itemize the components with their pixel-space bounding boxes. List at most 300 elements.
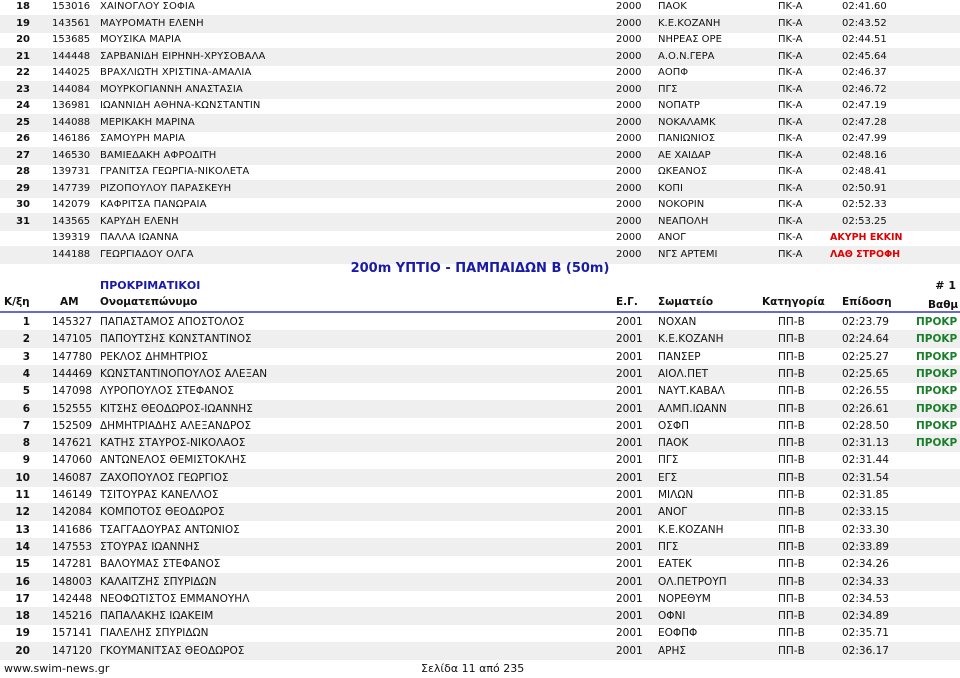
category-cell: ΠΚ-Α (778, 17, 803, 29)
am-cell: 143565 (52, 215, 91, 227)
rank-cell: 19 (16, 17, 30, 29)
table-row (0, 196, 960, 214)
club-cell: ΑΝΟΓ (658, 232, 686, 243)
time-cell: 02:53.25 (842, 215, 887, 227)
qualified-badge: ΠΡΟΚΡ (916, 350, 958, 363)
club-cell: ΝΗΡΕΑΣ ΟΡΕ (658, 34, 722, 45)
time-cell: 02:46.72 (842, 83, 887, 95)
category-cell: ΠΠ-Β (778, 592, 805, 605)
am-cell: 153685 (52, 34, 91, 45)
year-cell: 2001 (616, 489, 643, 501)
table-row (0, 624, 960, 642)
category-cell: ΠΠ-Β (778, 489, 805, 501)
year-cell: 2001 (616, 454, 643, 467)
am-cell: 152509 (52, 419, 93, 432)
time-cell: 02:44.51 (842, 34, 887, 45)
club-cell: ΜΙΛΩΝ (658, 489, 694, 501)
table-row (0, 382, 960, 400)
club-cell: ΕΑΤΕΚ (658, 558, 692, 571)
category-cell: ΠΚ-Α (778, 1, 803, 12)
name-cell: ΓΕΩΡΓΙΑΔΟΥ ΟΛΓΑ (100, 248, 194, 260)
name-cell: ΒΑΛΟΥΜΑΣ ΣΤΕΦΑΝΟΣ (100, 558, 221, 571)
am-cell: 157141 (52, 627, 93, 640)
category-cell: ΠΠ-Β (778, 627, 805, 640)
club-cell: ΠΑΝΙΩΝΙΟΣ (658, 133, 716, 144)
year-cell: 2000 (616, 215, 642, 227)
time-cell: 02:28.50 (842, 419, 889, 432)
rank-cell: 6 (22, 402, 30, 415)
table-row (0, 573, 960, 591)
category-cell: ΠΚ-Α (778, 50, 803, 62)
page-footer (0, 662, 960, 678)
club-cell: ΑΡΗΣ (658, 644, 687, 657)
club-cell: ΠΓΣ (658, 83, 678, 95)
name-cell: ΑΝΤΩΝΕΛΟΣ ΘΕΜΙΣΤΟΚΛΗΣ (100, 454, 247, 467)
footer-page-number: Σελίδα 11 από 235 (421, 662, 525, 675)
time-cell: 02:36.17 (842, 644, 889, 657)
club-cell: Κ.Ε.ΚΟΖΑΝΗ (658, 523, 724, 536)
name-cell: ΒΡΑΧΛΙΩΤΗ ΧΡΙΣΤΙΝΑ-ΑΜΑΛΙΑ (100, 67, 252, 78)
qualified-badge: ΠΡΟΚΡ (916, 419, 958, 432)
year-cell: 2000 (616, 17, 642, 29)
header-grade: Βαθμ (928, 299, 959, 311)
year-cell: 2001 (616, 419, 643, 432)
time-cell: 02:31.44 (842, 454, 889, 467)
club-cell: ΟΦΝΙ (658, 610, 686, 623)
table-row (0, 163, 960, 181)
year-cell: 2001 (616, 506, 643, 519)
rank-cell: 23 (16, 83, 30, 95)
name-cell: ΠΑΠΟΥΤΣΗΣ ΚΩΝΣΤΑΝΤΙΝΟΣ (100, 333, 252, 346)
category-cell: ΠΚ-Α (778, 100, 803, 111)
year-cell: 2000 (616, 149, 642, 161)
rank-cell: 31 (16, 215, 30, 227)
am-cell: 147281 (52, 558, 93, 571)
am-cell: 142448 (52, 592, 93, 605)
club-cell: ΑΛΜΠ.ΙΩΑΝΝ (658, 402, 727, 415)
rank-cell: 12 (15, 506, 30, 519)
am-cell: 147098 (52, 385, 93, 398)
club-cell: ΩΚΕΑΝΟΣ (658, 166, 708, 177)
name-cell: ΚΑΦΡΙΤΣΑ ΠΑΝΩΡΑΙΑ (100, 199, 207, 210)
rank-cell: 5 (22, 385, 30, 398)
table-row (0, 486, 960, 504)
time-cell: 02:47.99 (842, 133, 887, 144)
year-cell: 2001 (616, 471, 643, 484)
time-cell: 02:34.53 (842, 592, 889, 605)
year-cell: 2000 (616, 248, 642, 260)
year-cell: 2001 (616, 627, 643, 640)
name-cell: ΜΟΥΡΚΟΓΙΑΝΝΗ ΑΝΑΣΤΑΣΙΑ (100, 83, 243, 95)
year-cell: 2000 (616, 199, 642, 210)
category-cell: ΠΚ-Α (778, 182, 803, 194)
club-cell: Α.Ο.Ν.ΓΕΡΑ (658, 50, 715, 62)
category-cell: ΠΚ-Α (778, 248, 803, 260)
footer-site-link[interactable]: www.swim-news.gr (4, 662, 110, 675)
table-row (0, 81, 960, 99)
am-cell: 144469 (52, 367, 93, 380)
name-cell: ΜΑΥΡΟΜΑΤΗ ΕΛΕΝΗ (100, 17, 204, 29)
table-row (0, 114, 960, 132)
table-row (0, 313, 960, 331)
am-cell: 144088 (52, 116, 91, 128)
am-cell: 141686 (52, 523, 93, 536)
year-cell: 2000 (616, 34, 642, 45)
table-row (0, 229, 960, 247)
rank-cell: 17 (15, 592, 30, 605)
round-label: ΠΡΟΚΡΙΜΑΤΙΚΟΙ (100, 279, 201, 292)
category-cell: ΠΠ-Β (778, 333, 805, 346)
table-row (0, 590, 960, 608)
table-row (0, 48, 960, 66)
time-cell: 02:34.33 (842, 575, 889, 588)
name-cell: ΙΩΑΝΝΙΔΗ ΑΘΗΝΑ-ΚΩΝΣΤΑΝΤΙΝ (100, 100, 261, 111)
category-cell: ΠΚ-Α (778, 116, 803, 128)
table-row (0, 521, 960, 539)
time-cell: 02:23.79 (842, 316, 889, 328)
am-cell: 139319 (52, 232, 91, 243)
rank-cell: 11 (15, 489, 30, 501)
year-cell: 2000 (616, 1, 642, 12)
year-cell: 2001 (616, 402, 643, 415)
am-cell: 148003 (52, 575, 93, 588)
club-cell: ΠΓΣ (658, 454, 679, 467)
club-cell: ΝΟΡΕΘΥΜ (658, 592, 711, 605)
time-cell: 02:25.27 (842, 350, 889, 363)
qualified-badge: ΠΡΟΚΡ (916, 385, 958, 398)
club-cell: Κ.Ε.ΚΟΖΑΝΗ (658, 17, 721, 29)
time-cell: 02:48.16 (842, 149, 887, 161)
name-cell: ΚΑΡΥΔΗ ΕΛΕΝΗ (100, 215, 179, 227)
year-cell: 2001 (616, 644, 643, 657)
name-cell: ΤΣΑΓΓΑΔΟΥΡΑΣ ΑΝΤΩΝΙΟΣ (100, 523, 240, 536)
am-cell: 147120 (52, 644, 93, 657)
am-cell: 144025 (52, 67, 91, 78)
category-cell: ΠΠ-Β (778, 419, 805, 432)
name-cell: ΖΑΧΟΠΟΥΛΟΣ ΓΕΩΡΓΙΟΣ (100, 471, 229, 484)
rank-cell: 13 (15, 523, 30, 536)
category-cell: ΠΠ-Β (778, 471, 805, 484)
time-cell: 02:31.13 (842, 437, 889, 450)
am-cell: 142084 (52, 506, 93, 519)
club-cell: ΝΟΧΑΝ (658, 316, 697, 328)
club-cell: ΕΓΣ (658, 471, 678, 484)
year-cell: 2000 (616, 166, 642, 177)
category-cell: ΠΚ-Α (778, 199, 803, 210)
rank-cell: 22 (16, 67, 30, 78)
am-cell: 153016 (52, 1, 91, 12)
category-cell: ΠΠ-Β (778, 610, 805, 623)
name-cell: ΜΕΡΙΚΑΚΗ ΜΑΡΙΝΑ (100, 116, 195, 128)
category-cell: ΠΚ-Α (778, 34, 803, 45)
category-cell: ΠΠ-Β (778, 523, 805, 536)
am-cell: 146530 (52, 149, 91, 161)
time-cell: 02:35.71 (842, 627, 889, 640)
table-row (0, 451, 960, 469)
name-cell: ΚΙΤΣΗΣ ΘΕΟΔΩΡΟΣ-ΙΩΑΝΝΗΣ (100, 402, 253, 415)
club-cell: ΠΑΝΣΕΡ (658, 350, 701, 363)
year-cell: 2001 (616, 437, 643, 450)
club-cell: ΑΝΟΓ (658, 506, 688, 519)
qualified-badge: ΠΡΟΚΡ (916, 367, 958, 380)
club-cell: ΠΑΟΚ (658, 437, 689, 450)
name-cell: ΣΑΡΒΑΝΙΔΗ ΕΙΡΗΝΗ-ΧΡΥΣΟΒΑΛΑ (100, 50, 266, 62)
name-cell: ΡΕΚΛΟΣ ΔΗΜΗΤΡΙΟΣ (100, 350, 209, 363)
table-row (0, 469, 960, 487)
am-cell: 144084 (52, 83, 91, 95)
am-cell: 147780 (52, 350, 93, 363)
rank-cell: 3 (22, 350, 30, 363)
club-cell: Κ.Ε.ΚΟΖΑΝΗ (658, 333, 724, 346)
category-cell: ΠΠ-Β (778, 506, 805, 519)
rank-cell: 2 (22, 333, 30, 346)
category-cell: ΠΠ-Β (778, 575, 805, 588)
category-cell: ΠΠ-Β (778, 316, 805, 328)
table-row (0, 348, 960, 366)
time-cell: 02:43.52 (842, 17, 887, 29)
time-cell: 02:25.65 (842, 367, 889, 380)
rank-cell: 18 (15, 610, 30, 623)
year-cell: 2000 (616, 232, 642, 243)
category-cell: ΠΚ-Α (778, 215, 803, 227)
time-cell: 02:48.41 (842, 166, 887, 177)
rank-cell: 27 (16, 149, 30, 161)
time-cell: 02:33.15 (842, 506, 889, 519)
name-cell: ΣΑΜΟΥΡΗ ΜΑΡΙΑ (100, 133, 186, 144)
year-cell: 2001 (616, 333, 643, 346)
rank-cell: 16 (15, 575, 30, 588)
table-row (0, 642, 960, 660)
rank-cell: 20 (16, 34, 30, 45)
category-cell: ΠΠ-Β (778, 350, 805, 363)
qualified-badge: ΠΡΟΚΡ (916, 316, 958, 328)
am-cell: 144448 (52, 50, 91, 62)
time-cell: 02:24.64 (842, 333, 889, 346)
name-cell: ΚΟΜΠΟΤΟΣ ΘΕΟΔΩΡΟΣ (100, 506, 225, 519)
year-cell: 2000 (616, 50, 642, 62)
rank-cell: 24 (16, 100, 30, 111)
am-cell: 147060 (52, 454, 93, 467)
rank-cell: 4 (22, 367, 30, 380)
time-cell: 02:50.91 (842, 182, 887, 194)
rank-cell: 26 (16, 133, 30, 144)
rank-cell: 1 (22, 316, 30, 328)
time-cell: 02:33.30 (842, 523, 889, 536)
header-year: Ε.Γ. (616, 296, 638, 308)
year-cell: 2000 (616, 83, 642, 95)
name-cell: ΝΕΟΦΩΤΙΣΤΟΣ ΕΜΜΑΝΟΥΗΛ (100, 592, 250, 605)
am-cell: 139731 (52, 166, 91, 177)
table-row (0, 503, 960, 521)
am-cell: 146087 (52, 471, 93, 484)
year-cell: 2000 (616, 67, 642, 78)
name-cell: ΛΥΡΟΠΟΥΛΟΣ ΣΤΕΦΑΝΟΣ (100, 385, 235, 398)
name-cell: ΔΗΜΗΤΡΙΑΔΗΣ ΑΛΕΞΑΝΔΡΟΣ (100, 419, 252, 432)
rank-cell: 18 (16, 1, 30, 12)
rank-cell: 15 (15, 558, 30, 571)
name-cell: ΠΑΠΑΛΑΚΗΣ ΙΩΑΚΕΙΜ (100, 610, 214, 623)
header-club: Σωματείο (658, 296, 714, 308)
club-cell: ΑΟΠΦ (658, 67, 689, 78)
time-cell: 02:46.37 (842, 67, 887, 78)
qualified-badge: ΠΡΟΚΡ (916, 333, 958, 346)
year-cell: 2001 (616, 610, 643, 623)
year-cell: 2001 (616, 385, 643, 398)
rank-cell: 14 (15, 540, 30, 553)
table-row (0, 365, 960, 383)
table-row (0, 130, 960, 148)
table-row (0, 417, 960, 435)
time-cell: 02:47.19 (842, 100, 887, 111)
category-cell: ΠΠ-Β (778, 437, 805, 450)
club-cell: ΝΕΑΠΟΛΗ (658, 215, 709, 227)
time-cell: 02:47.28 (842, 116, 887, 128)
name-cell: ΓΙΑΛΕΛΗΣ ΣΠΥΡΙΔΩΝ (100, 627, 209, 640)
category-cell: ΠΠ-Β (778, 540, 805, 553)
club-cell: ΑΙΟΛ.ΠΕΤ (658, 367, 709, 380)
rank-cell: 30 (16, 199, 30, 210)
header-time: Επίδοση (842, 296, 892, 308)
disqualification-note: ΛΑΘ ΣΤΡΟΦΗ (830, 248, 901, 260)
club-cell: ΕΟΦΠΦ (658, 627, 698, 640)
category-cell: ΠΚ-Α (778, 166, 803, 177)
name-cell: ΚΑΤΗΣ ΣΤΑΥΡΟΣ-ΝΙΚΟΛΑΟΣ (100, 437, 246, 450)
am-cell: 146186 (52, 133, 91, 144)
time-cell: 02:45.64 (842, 50, 887, 62)
year-cell: 2001 (616, 540, 643, 553)
year-cell: 2001 (616, 558, 643, 571)
qualified-badge: ΠΡΟΚΡ (916, 437, 958, 450)
name-cell: ΧΑΙΝΟΓΛΟΥ ΣΟΦΙΑ (100, 1, 195, 12)
table-row (0, 434, 960, 452)
club-cell: ΟΛ.ΠΕΤΡΟΥΠ (658, 575, 727, 588)
table-row (0, 213, 960, 231)
table-row (0, 538, 960, 556)
year-cell: 2000 (616, 100, 642, 111)
event-title: 200m ΥΠΤΙΟ - ΠΑΜΠΑΙΔΩΝ Β (50m) (350, 261, 610, 276)
header-name: Ονοματεπώνυμο (100, 296, 198, 308)
am-cell: 146149 (52, 489, 93, 501)
am-cell: 147621 (52, 437, 93, 450)
table-header (0, 296, 960, 313)
am-cell: 144188 (52, 248, 91, 260)
year-cell: 2001 (616, 592, 643, 605)
rank-cell: 8 (22, 437, 30, 450)
table-row (0, 607, 960, 625)
category-cell: ΠΚ-Α (778, 83, 803, 95)
year-cell: 2001 (616, 575, 643, 588)
name-cell: ΜΟΥΣΙΚΑ ΜΑΡΙΑ (100, 34, 182, 45)
header-am: ΑΜ (60, 296, 79, 308)
name-cell: ΒΑΜΙΕΔΑΚΗ ΑΦΡΟΔΙΤΗ (100, 149, 217, 161)
year-cell: 2000 (616, 133, 642, 144)
category-cell: ΠΚ-Α (778, 232, 803, 243)
table-row (0, 180, 960, 198)
time-cell: 02:52.33 (842, 199, 887, 210)
club-cell: ΟΣΦΠ (658, 419, 690, 432)
year-cell: 2001 (616, 350, 643, 363)
time-cell: 02:31.85 (842, 489, 889, 501)
club-cell: ΑΕ ΧΑΙΔΑΡ (658, 149, 711, 161)
category-cell: ΠΠ-Β (778, 402, 805, 415)
table-row (0, 330, 960, 348)
am-cell: 147739 (52, 182, 91, 194)
table-row (0, 97, 960, 115)
name-cell: ΚΑΛΑΙΤΖΗΣ ΣΠΥΡΙΔΩΝ (100, 575, 217, 588)
club-cell: ΝΟΠΑΤΡ (658, 100, 700, 111)
qualified-badge: ΠΡΟΚΡ (916, 402, 958, 415)
name-cell: ΣΤΟΥΡΑΣ ΙΩΑΝΝΗΣ (100, 540, 200, 553)
header-rank: Κ/ξη (4, 296, 30, 308)
year-cell: 2000 (616, 182, 642, 194)
am-cell: 145216 (52, 610, 93, 623)
name-cell: ΚΩΝΣΤΑΝΤΙΝΟΠΟΥΛΟΣ ΑΛΕΞΑΝ (100, 367, 268, 380)
year-cell: 2001 (616, 523, 643, 536)
category-cell: ΠΚ-Α (778, 133, 803, 144)
category-cell: ΠΠ-Β (778, 644, 805, 657)
category-cell: ΠΠ-Β (778, 454, 805, 467)
category-cell: ΠΚ-Α (778, 149, 803, 161)
category-cell: ΠΚ-Α (778, 67, 803, 78)
time-cell: 02:34.26 (842, 558, 889, 571)
am-cell: 152555 (52, 402, 93, 415)
table-row (0, 64, 960, 82)
club-cell: ΝΑΥΤ.ΚΑΒΑΛ (658, 385, 725, 398)
table-row (0, 400, 960, 418)
am-cell: 136981 (52, 100, 91, 111)
year-cell: 2001 (616, 316, 643, 328)
club-cell: ΚΟΠΙ (658, 182, 683, 194)
club-cell: ΝΓΣ ΑΡΤΕΜΙ (658, 248, 718, 260)
table-row (0, 31, 960, 49)
am-cell: 147553 (52, 540, 93, 553)
time-cell: 02:31.54 (842, 471, 889, 484)
time-cell: 02:33.89 (842, 540, 889, 553)
header-category: Κατηγορία (762, 296, 825, 308)
rank-cell: 28 (16, 166, 30, 177)
time-cell: 02:41.60 (842, 1, 887, 12)
club-cell: ΠΑΟΚ (658, 1, 687, 12)
rank-cell: 29 (16, 182, 30, 194)
rank-cell: 20 (15, 644, 30, 657)
name-cell: ΠΑΠΑΣΤΑΜΟΣ ΑΠΟΣΤΟΛΟΣ (100, 316, 245, 328)
year-cell: 2000 (616, 116, 642, 128)
am-cell: 145327 (52, 316, 93, 328)
club-cell: ΠΓΣ (658, 540, 679, 553)
am-cell: 147105 (52, 333, 93, 346)
am-cell: 143561 (52, 17, 91, 29)
heat-label: # 1 (935, 279, 956, 292)
name-cell: ΤΣΙΤΟΥΡΑΣ ΚΑΝΕΛΛΟΣ (100, 489, 219, 501)
category-cell: ΠΠ-Β (778, 385, 805, 398)
rank-cell: 10 (15, 471, 30, 484)
year-cell: 2001 (616, 367, 643, 380)
table-row (0, 15, 960, 33)
name-cell: ΓΡΑΝΙΤΣΑ ΓΕΩΡΓΙΑ-ΝΙΚΟΛΕΤΑ (100, 166, 250, 177)
category-cell: ΠΠ-Β (778, 558, 805, 571)
club-cell: ΝΟΚΑΛΑΜΚ (658, 116, 716, 128)
name-cell: ΓΚΟΥΜΑΝΙΤΣΑΣ ΘΕΟΔΩΡΟΣ (100, 644, 245, 657)
rank-cell: 7 (22, 419, 30, 432)
club-cell: ΝΟΚΟΡΙΝ (658, 199, 705, 210)
rank-cell: 21 (16, 50, 30, 62)
am-cell: 142079 (52, 199, 91, 210)
name-cell: ΠΑΛΛΑ ΙΩΑΝΝΑ (100, 232, 179, 243)
time-cell: 02:26.61 (842, 402, 889, 415)
time-cell: 02:26.55 (842, 385, 889, 398)
category-cell: ΠΠ-Β (778, 367, 805, 380)
table-row (0, 147, 960, 165)
